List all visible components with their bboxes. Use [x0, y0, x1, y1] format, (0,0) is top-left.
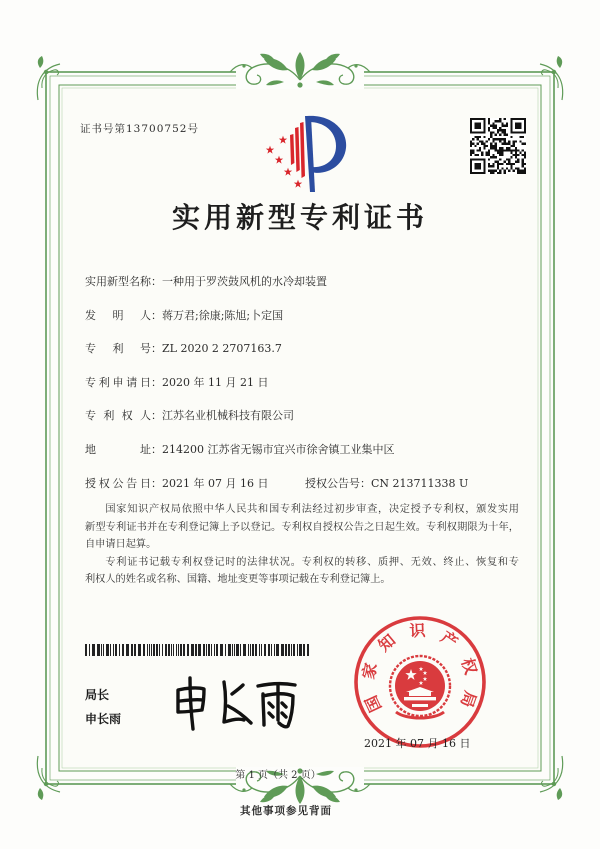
field-value-inventors: 蒋万君;徐康;陈旭;卜定国: [162, 309, 284, 322]
field-value-patent-number: ZL 2020 2 2707163.7: [162, 342, 282, 355]
field-label-patent-number: 专利号: [85, 342, 151, 355]
field-row-grant-number: [305, 476, 468, 492]
field-row-grant-date: [85, 476, 268, 492]
field-separator: ：: [360, 477, 371, 490]
official-seal: [350, 612, 490, 752]
notice-paragraph-2-line-2: 利权人的姓名或名称、国籍、地址变更等事项记载在专利登记簿上。: [85, 574, 391, 585]
field-separator: ：: [151, 443, 162, 456]
issue-date: 2021 年 07 月 16 日: [364, 737, 471, 750]
field-row-patentee: [85, 408, 294, 424]
field-separator: ：: [151, 342, 162, 355]
notice-paragraph-2-line-1: 专利证书记载专利权登记时的法律状况。专利权的转移、质押、无效、终止、恢复和专: [105, 556, 519, 568]
field-separator: ：: [151, 477, 162, 490]
barcode: [85, 644, 311, 656]
field-row-patent-number: [85, 341, 282, 357]
field-value-grant-date: 2021 年 07 月 16 日: [162, 477, 269, 490]
field-row-address: [85, 442, 395, 458]
page-indicator: 第 1 页（共 2 页）: [235, 770, 321, 781]
field-row-application-date: [85, 375, 268, 391]
cnipa-logo-icon: [255, 110, 355, 195]
field-separator: ：: [151, 309, 162, 322]
field-label-inventors: 发明人: [85, 309, 151, 322]
certificate-number: 证书号第13700752号: [80, 123, 199, 135]
field-value-patentee: 江苏名业机械科技有限公司: [162, 409, 294, 422]
notice-paragraph-1-line-3: 自申请日起算。: [85, 539, 157, 550]
handwritten-signature: [172, 672, 302, 732]
field-label-patentee: 专利权人: [85, 409, 151, 422]
field-value-invention-name: 一种用于罗茨鼓风机的水冷却装置: [162, 275, 327, 288]
certificate-title: 实用新型专利证书: [171, 201, 428, 234]
field-value-grant-number: CN 213711338 U: [371, 477, 469, 490]
signatory-name: 申长雨: [85, 712, 122, 726]
field-separator: ：: [151, 376, 162, 389]
field-separator: ：: [151, 409, 162, 422]
field-row-invention-name: [85, 274, 327, 290]
field-row-inventors: [85, 308, 283, 324]
seal-text: 国家知识产权局: [358, 620, 481, 716]
qr-code[interactable]: [470, 118, 526, 174]
field-label-grant-number: 授权公告号: [305, 477, 360, 490]
notice-paragraph-1-line-2: 新型专利证书并在专利登记簿上予以登记。专利权自授权公告之日起生效。专利权期限为十年，: [85, 521, 519, 533]
field-value-application-date: 2020 年 11 月 21 日: [162, 376, 269, 389]
field-separator: ：: [151, 275, 162, 288]
field-label-invention-name: 实用新型名称: [85, 275, 151, 288]
notice-paragraph-1-line-1: 国家知识产权局依照中华人民共和国专利法经过初步审查，决定授予专利权，颁发实用: [105, 504, 519, 515]
field-value-address: 214200 江苏省无锡市宜兴市徐舍镇工业集中区: [162, 443, 395, 456]
signatory-title: 局长: [85, 688, 110, 702]
back-note: 其他事项参见背面: [240, 805, 332, 817]
field-label-application-date: 专利申请日: [85, 376, 151, 389]
legal-notice: [85, 501, 519, 589]
field-label-grant-date: 授权公告日: [85, 477, 151, 490]
field-label-address: 地址: [85, 443, 151, 456]
